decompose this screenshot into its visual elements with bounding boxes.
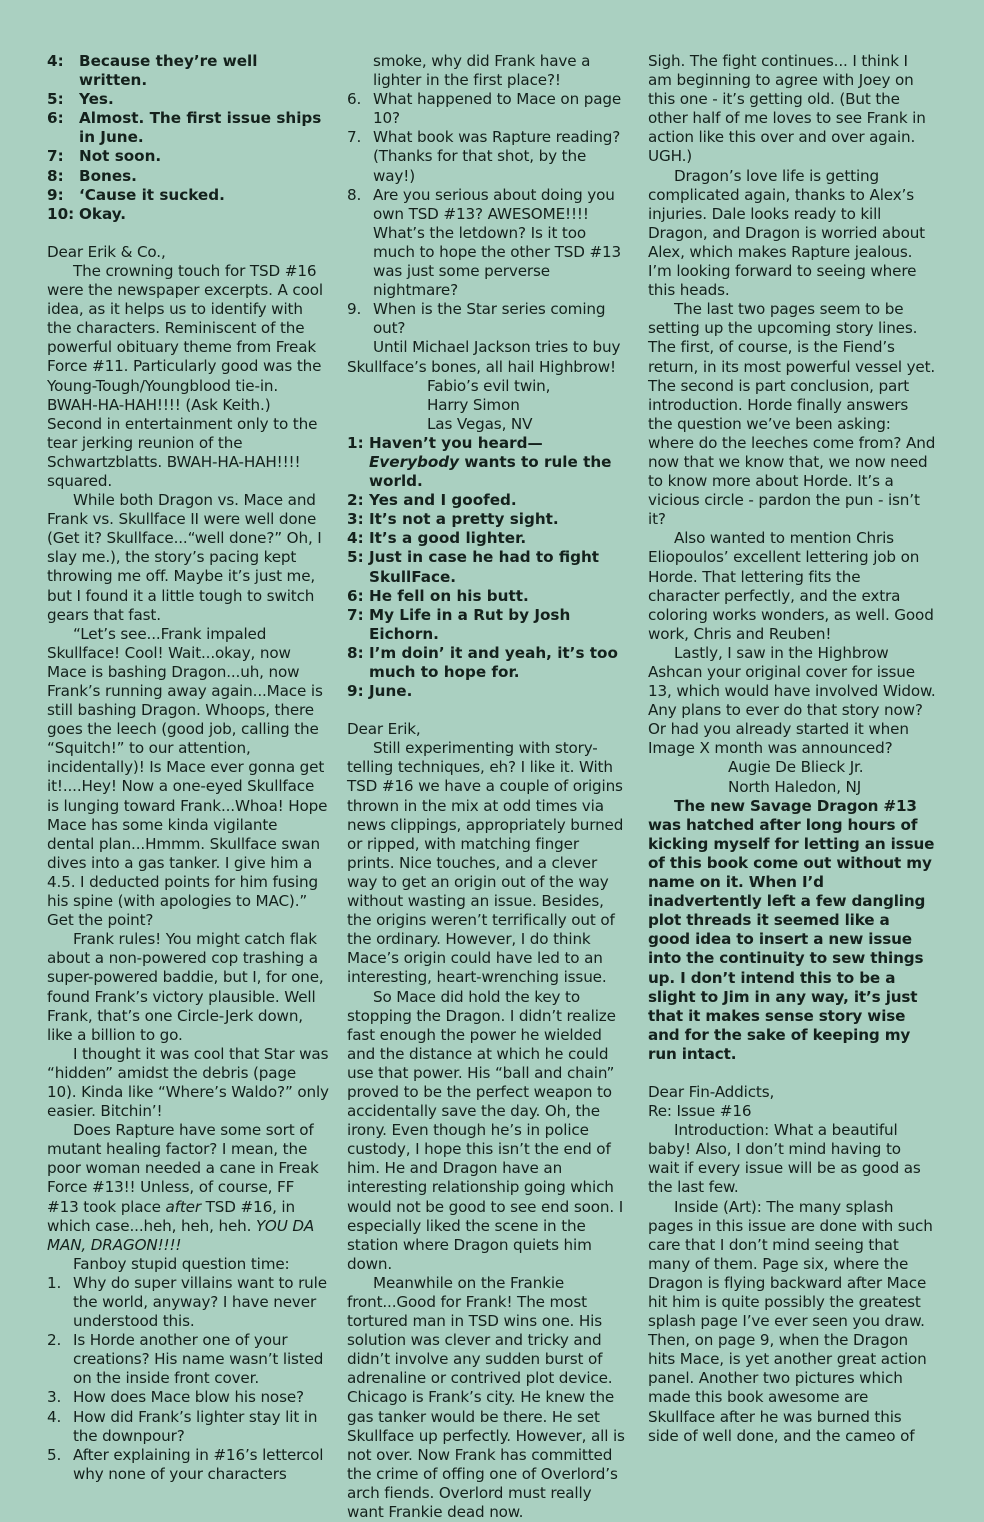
answer-line: 8: Bones. [47, 166, 137, 185]
column-1 [47, 52, 329, 1484]
question-item: 8. Are you serious about doing you own TSD #13? AWESOME!!!! What’s the letdown? Is it too much to hope the other TSD #13 was just some perverse nightmare? [347, 185, 622, 300]
letter-paragraph: Inside (Art): The many splash pages in this issue are done with such care that I don’t mind seeing that many of them. Page six, where the Dragon is flying backward after Mace hit him is quite possibly the greatest splash page I’ve ever seen you draw. Then, on page 9, when the Dragon hits Mace, is yet another great action panel. Another two pictures which made this book awesome are Skullface after he was burned this side of well done, and the cameo of [648, 1197, 933, 1445]
letter-subject: Re: Issue #16 [648, 1102, 752, 1121]
question-item: 1. Why do super villains want to rule the world, anyway? I have never understood this. [47, 1273, 327, 1331]
letter-paragraph: I thought it was cool that Star was “hidden” amidst the debris (page 10). Kinda like “Where’s Waldo?” only easier. Bitchin’! [47, 1044, 329, 1121]
letter-paragraph: Fanboy stupid question time: [73, 1254, 290, 1273]
column-3 [648, 52, 936, 1446]
letter-paragraph: While both Dragon vs. Mace and Frank vs. Skullface II were well done (Get it? Skullface...“well done?” Oh, I slay me.), the story’s pacing kept throwing me off. Maybe it’s just me, but I found it a little tough to switch gears that fast. [47, 491, 322, 624]
answer-line: 7: My Life in a Rut by Josh Eichorn. [347, 605, 571, 643]
signature-line: Fabio’s evil twin, [427, 376, 551, 395]
answer-line: 4: It’s a good lighter. [347, 529, 527, 548]
letter-paragraph: Introduction: What a beautiful baby! Also, I don’t mind having to wait if every issue will be as good as the last few. [648, 1121, 921, 1197]
letter-closing: Until Michael Jackson tries to buy Skullface’s bones, all hail Highbrow! [347, 338, 621, 376]
answer-line: 3: It’s not a pretty sight. [347, 510, 559, 529]
answer-line: 5: Just in case he had to fight SkullFace. [347, 548, 600, 586]
question-item: 7. What book was Rapture reading? (Thanks for that shot, by the way!) [347, 128, 621, 185]
letter-paragraph: Does Rapture have some sort of mutant healing factor? I mean, the poor woman needed a cane in Freak Force #13!! Unless, of course, FF #13 took place after TSD #16, in which case...heh, heh, heh. YOU DA MAN, DRAGON!!!! [47, 1121, 319, 1254]
question-item: 6. What happened to Mace on page 10? [347, 90, 622, 128]
question-item: smoke, why did Frank have a lighter in the first place?! [373, 52, 591, 90]
answer-line: 10: Okay. [47, 204, 127, 223]
letter-greeting: Dear Erik & Co., [47, 242, 166, 261]
answer-line: 9: June. [347, 682, 413, 701]
answer-line: 2: Yes and I goofed. [347, 491, 517, 510]
letter-paragraph: The last two pages seem to be setting up the upcoming story lines. The first, of course, is the Fiend’s return, in its most powerful vessel yet. The second is part conclusion, part introduction. Horde finally answers the question we’ve been asking: where do the leeches come from? And now that we know that, we now need to know more about Horde. It’s a vicious circle - pardon the pun - isn’t it? [648, 300, 936, 529]
letter-greeting: Dear Erik, [347, 720, 421, 739]
signature-line: Augie De Blieck Jr. [728, 758, 864, 777]
letter-paragraph: The crowning touch for TSD #16 were the newspaper excerpts. A cool idea, as it helps us to identify with the characters. Reminiscent of the powerful obituary theme from Freak Force #11. Particularly good was the Young-Tough/Youngblood tie-in. BWAH-HA-HAH!!!! (Ask Keith.) Second in entertainment only to the tear jerking reunion of the Schwartzblatts. BWAH-HA-HAH!!!! squared. [47, 261, 323, 490]
letter-paragraph: Dragon’s love life is getting complicated again, thanks to Alex’s injuries. Dale looks ready to kill Dragon, and Dragon is worried about Alex, which makes Rapture jealous. I’m looking forward to seeing where this heads. [648, 166, 925, 300]
letter-paragraph: Frank rules! You might catch flak about a non-powered cop trashing a super-powered baddie, but I, for one, found Frank’s victory plausible. Well Frank, that’s one Circle-Jerk down, like a billion to go. [47, 930, 324, 1044]
answer-line: 6: He fell on his butt. [347, 586, 529, 605]
answer-line: 4: Because they’re well written. [47, 52, 258, 90]
answer-line: 7: Not soon. [47, 147, 162, 166]
letter-paragraph: Sigh. The fight continues... I think I am beginning to agree with Joey on this one - it’s getting old. (But the other half of me loves to see Frank in action like this over and over again. UGH.) [648, 52, 926, 166]
question-item: 2. Is Horde another one of your creations? His name wasn’t listed on the inside front cover. [47, 1331, 324, 1388]
letter-paragraph: Also wanted to mention Chris Eliopoulos’ excellent lettering job on Horde. That lettering fits the character perfectly, and the extra coloring works wonders, as well. Good work, Chris and Reuben! [648, 529, 934, 643]
signature-line: North Haledon, NJ [728, 777, 862, 796]
question-item: 4. How did Frank’s lighter stay lit in the downpour? [47, 1407, 318, 1445]
answer-line: 6: Almost. The first issue ships in June. [47, 109, 322, 147]
letter-paragraph: So Mace did hold the key to stopping the Dragon. I didn’t realize fast enough the power he wielded and the distance at which he could use that power. His “ball and chain” proved to be the perfect weapon to accidentally save the day. Oh, the irony. Even though he’s in police custody, I hope this isn’t the end of him. He and Dragon have an interesting relationship going which would not be good to see end soon. I especially liked the scene in the station where Dragon quiets him down. [347, 987, 624, 1273]
letter-paragraph: Still experimenting with story-telling techniques, eh? I like it. With TSD #16 we have a couple of origins thrown in the mix at odd times via news clippings, appropriately burned or ripped, with matching finger prints. Nice touches, and a clever way to get an origin out of the way without wasting an issue. Besides, the origins weren’t terrifically out of the ordinary. However, I do think Mace’s origin could have led to an interesting, heart-wrenching issue. [347, 739, 624, 987]
column-2 [347, 52, 627, 1522]
signature-line: Las Vegas, NV [427, 414, 533, 433]
question-item: 5. After explaining in #16’s lettercol why none of your characters [47, 1445, 324, 1483]
letter-paragraph: Lastly, I saw in the Highbrow Ashcan your original cover for issue 13, which would have involved Widow. Any plans to ever do that story now? Or had you already started it when Image X month was announced? [648, 643, 936, 758]
answer-line: 5: Yes. [47, 90, 114, 109]
letter-greeting: Dear Fin-Addicts, [648, 1082, 775, 1101]
editor-reply: The new Savage Dragon #13 was hatched after long hours of kicking myself for letting an issue of this book come out without my name on it. When I’d inadvertently left a few dangling plot threads it seemed like a good idea to insert a new issue into the continuity to sew things up. I don’t intend this to be a slight to Jim in any way, it’s just that it makes sense story wise and for the sake of keeping my run intact. [648, 796, 935, 1063]
signature-line: Harry Simon [427, 395, 520, 414]
letter-paragraph: “Let’s see...Frank impaled Skullface! Cool! Wait...okay, now Mace is bashing Dragon...uh, now Frank’s running away again...Mace is still bashing Dragon. Whoops, there goes the leech (good job, calling the “Squitch!” to our attention, incidentally)! Is Mace ever gonna get it!....Hey! Now a one-eyed Skullface is lunging toward Frank...Whoa! Hope Mace has some kinda vigilante dental plan...Hmmm. Skullface swan dives into a gas tanker. I give him a 4.5. I deducted points for him fusing his spine (with apologies to MAC).” Get the point? [47, 624, 328, 930]
letter-paragraph: Meanwhile on the Frankie front...Good for Frank! The most tortured man in TSD wins one. His solution was clever and tricky and didn’t involve any sudden burst of adrenaline or contrived plot device. Chicago is Frank’s city. He knew the gas tanker would be there. He set Skullface up perfectly. However, all is not over. Now Frank has committed the crime of offing one of Overlord’s arch fiends. Overlord must really want Frankie dead now. [347, 1273, 625, 1522]
question-item: 3. How does Mace blow his nose? [47, 1388, 304, 1407]
question-item: 9. When is the Star series coming out? [347, 300, 606, 338]
answer-line: 8: I’m doin’ it and yeah, it’s too much to hope for. [347, 643, 618, 681]
answer-line: 9: ‘Cause it sucked. [47, 185, 225, 204]
answer-line: 1: Haven’t you heard— Everybody wants to rule the world. [347, 433, 612, 491]
